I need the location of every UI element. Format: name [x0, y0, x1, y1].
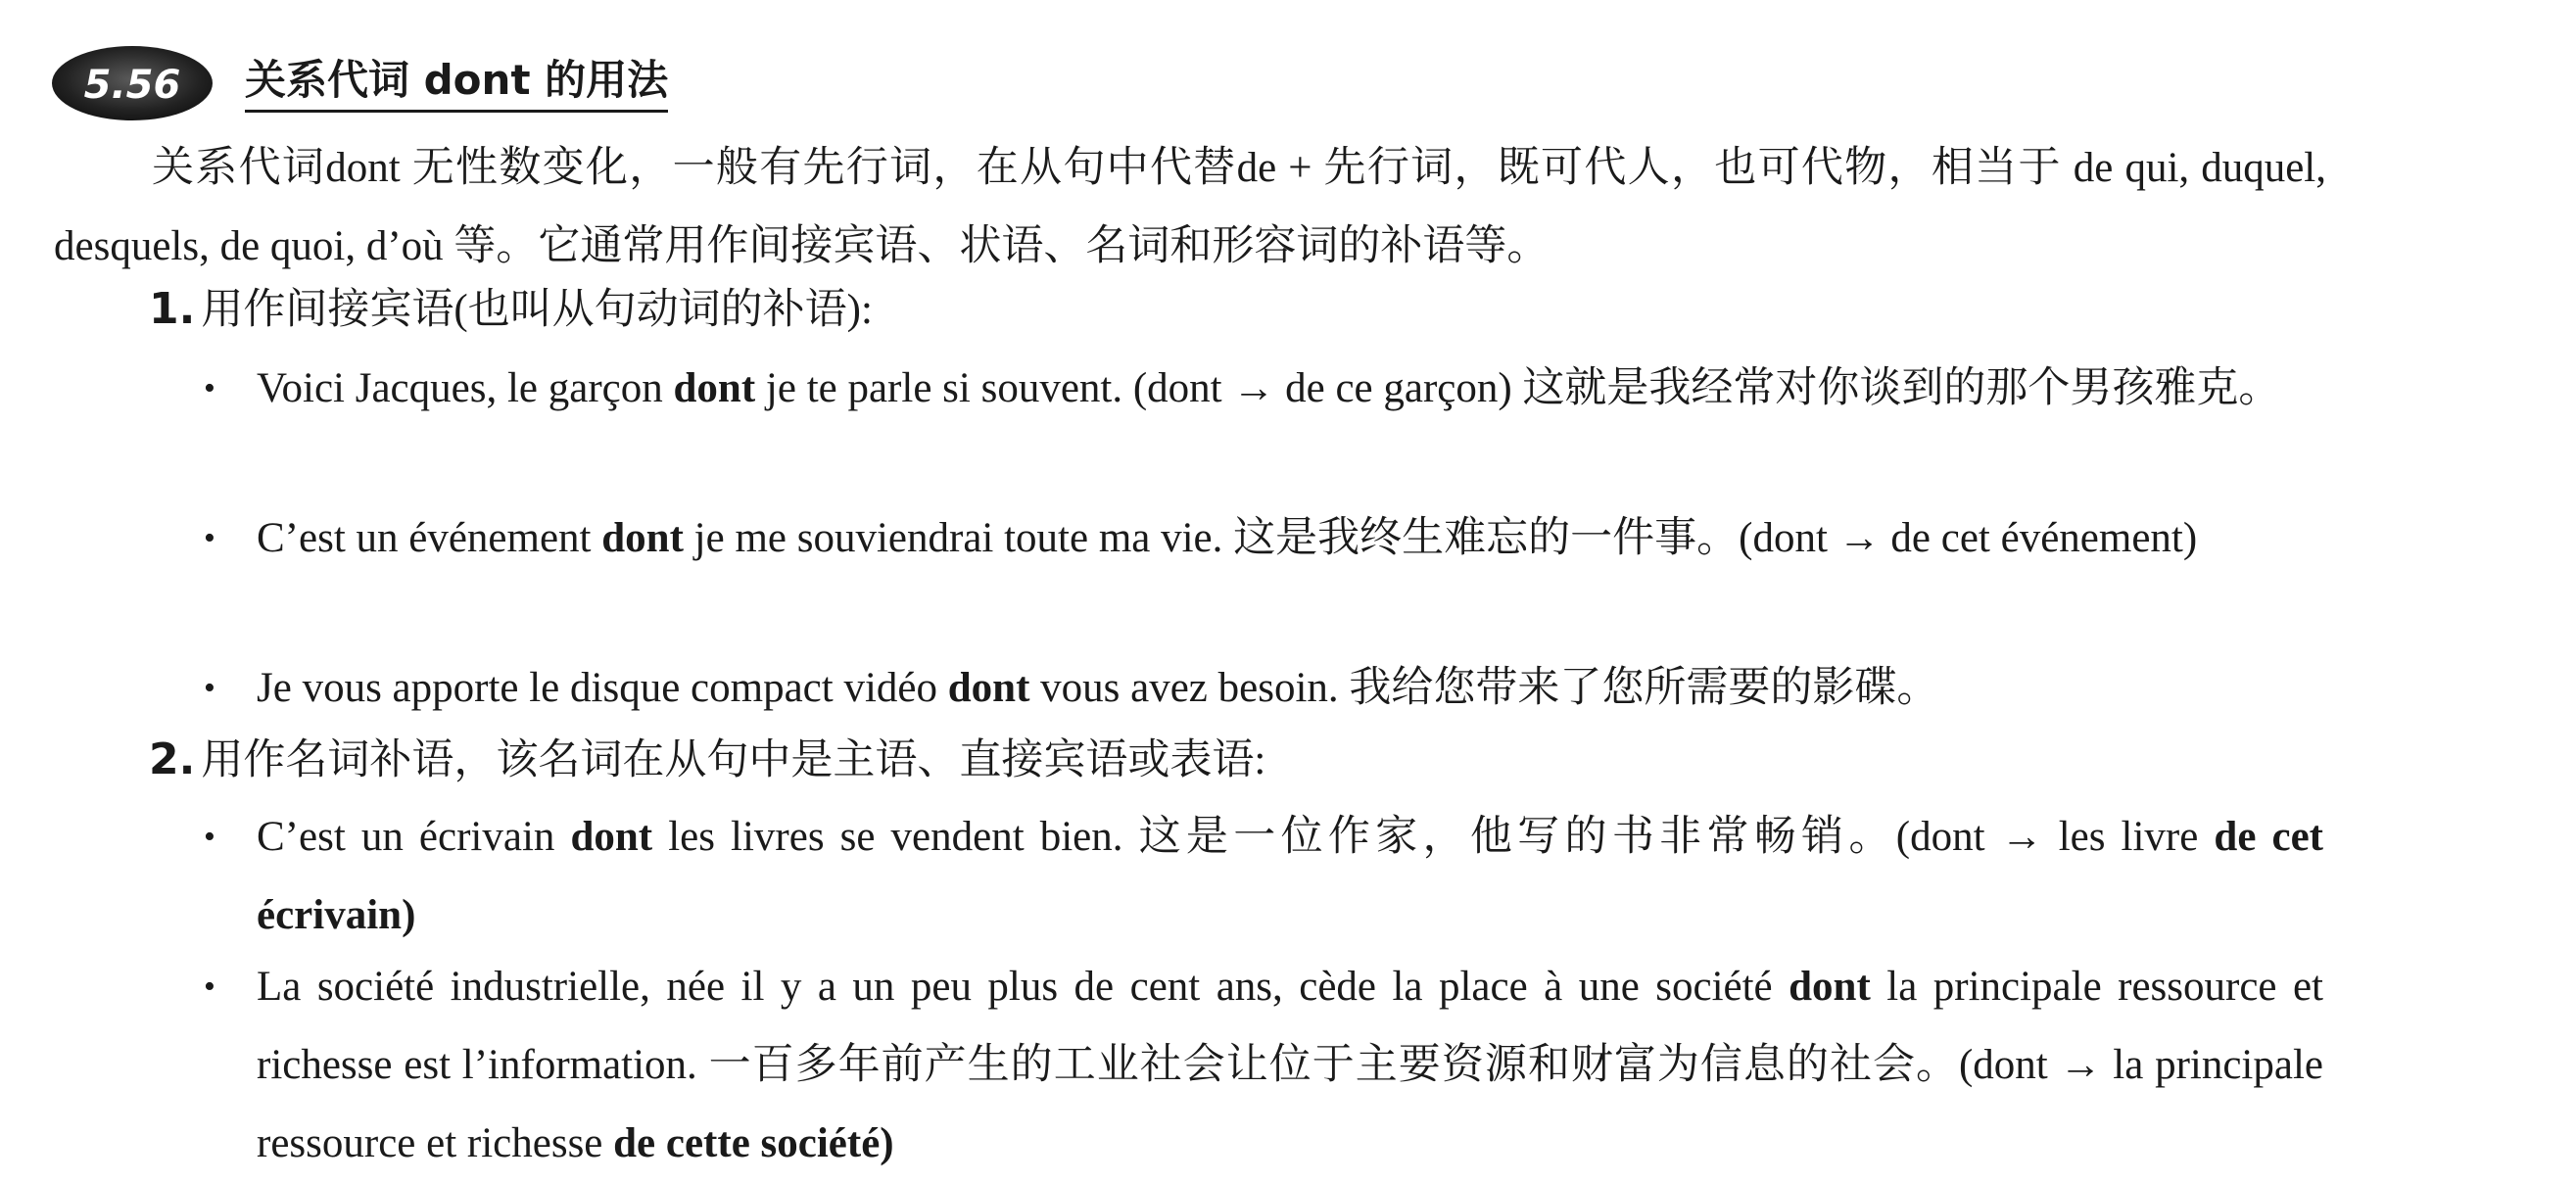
point-2-heading: [149, 733, 1265, 788]
example-2-2: [257, 948, 2323, 1183]
intro-text: 关系代词dont 无性数变化，一般有先行词，在从句中代替de + 先行词，既可代人，也可代物，相当于 de qui, duquel, desquels, de quoi, d’où 等。它通常用作间接宾语、状语、名词和形容词的补语等。: [54, 145, 2326, 269]
example-1-2: [257, 499, 2323, 578]
closing-paren: ): [402, 892, 416, 938]
example-text: vous avez besoin. 我给您带来了您所需要的影碟。: [1029, 665, 1939, 711]
bullet-dot: •: [204, 819, 215, 855]
example-1-1: [257, 350, 2323, 428]
bold-complement: de cet écrivain: [257, 814, 2323, 938]
section-heading: 关系代词 dont 的用法: [245, 53, 668, 113]
keyword-dont: dont: [570, 814, 653, 860]
point-2-number: 2.: [149, 734, 196, 784]
example-text: la principale ressource et richesse est l’information. 一百多年前产生的工业社会让位于主要资源和财富为信息的社会。(dont → la principale ressource et richesse: [257, 964, 2324, 1166]
keyword-dont: dont: [673, 365, 756, 411]
point-1-heading: [149, 282, 873, 338]
bullet-dot: •: [204, 969, 215, 1005]
badge-number: 5.56: [83, 63, 181, 108]
badge-graphic: [49, 43, 215, 123]
section-number-badge: [49, 43, 215, 123]
example-text: La société industrielle, née il y a un peu plus de cent ans, cède la place à une société: [257, 964, 1789, 1010]
example-1-3: [257, 649, 2323, 728]
example-text: je te parle si souvent. (dont → de ce garçon) 这就是我经常对你谈到的那个男孩雅克。: [755, 365, 2281, 411]
closing-paren: ): [880, 1120, 894, 1166]
bullet-dot: •: [204, 370, 215, 406]
example-text: Je vous apporte le disque compact vidéo: [257, 665, 948, 711]
point-1-number: 1.: [149, 284, 196, 334]
keyword-dont: dont: [1789, 964, 1871, 1010]
point-2-title: 用作名词补语，该名词在从句中是主语、直接宾语或表语:: [201, 737, 1266, 783]
bullet-dot: •: [204, 520, 215, 556]
point-1-title: 用作间接宾语(也叫从句动词的补语):: [201, 287, 873, 333]
keyword-dont: dont: [601, 515, 684, 561]
intro-paragraph: [54, 129, 2326, 286]
example-text: C’est un écrivain: [257, 814, 571, 860]
example-text: les livres se vendent bien. 这是一位作家，他写的书非常畅销。(dont → les livre: [652, 814, 2215, 860]
example-text: Voici Jacques, le garçon: [257, 365, 674, 411]
bullet-dot: •: [204, 670, 215, 706]
bold-complement: de cette société: [613, 1120, 881, 1166]
keyword-dont: dont: [947, 665, 1030, 711]
example-text: je me souviendrai toute ma vie. 这是我终生难忘的一件事。(dont → de cet événement): [683, 515, 2198, 561]
example-text: C’est un événement: [257, 515, 602, 561]
example-2-1: [257, 798, 2323, 955]
